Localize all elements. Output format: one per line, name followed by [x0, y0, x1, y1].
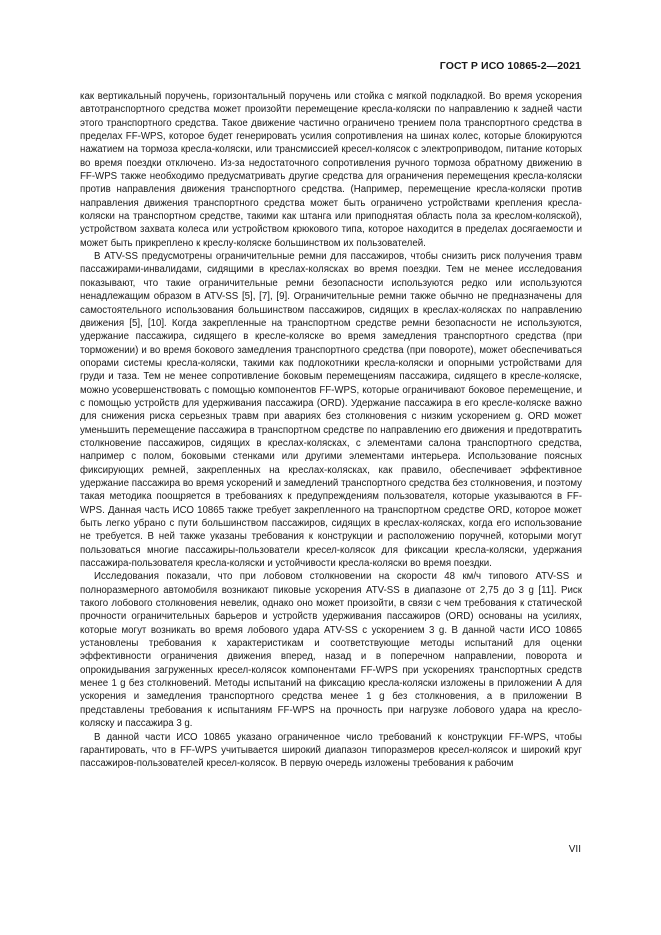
standard-id-header: ГОСТ Р ИСО 10865-2—2021 — [439, 60, 581, 72]
body-text — [80, 90, 582, 771]
paragraph-4: В данной части ИСО 10865 указано ограниченное число требований к конструкции FF-WPS, чтобы гарантировать, что в FF-WPS учитывается широкий диапазон типоразмеров кресел-колясок и широкий круг пассажиров-пользователей кресел-колясок. В первую очередь изложены требования к рабочим — [80, 731, 582, 770]
page-number: VII — [568, 844, 581, 855]
paragraph-1: как вертикальный поручень, горизонтальный поручень или стойка с мягкой подкладкой. Во время ускорения автотранспортного средства может произойти перемещение кресла-коляски по направлению к задней части этого транспортного средства. Такое движение частично ограничено трением пола транспортного средства в пределах FF-WPS, которое будет генерировать усилия сопротивления на шинах колес, которые блокируются нажатием на тормоза кресла-коляски, или трансмиссией кресел-колясок с электроприводом, питание которых во время поездки отключено. Из-за недостаточного сопротивления ручного тормоза обратному движению в FF-WPS также необходимо предусматривать другие средства для ограничения перемещения кресла-коляски против направления движения транспортного средства. (Например, перемещение кресла-коляски против направления движения транспортного средства может быть ограничено устройствами крепления кресла-коляски на транспортном средстве, такими как штанга или приподнятая область пола за креслом-коляской), устройством захвата колеса или устройством крюкового типа, которое находится в пределах досягаемости и может быть прикреплено к креслу-коляске большинством их пользователей. — [80, 91, 582, 249]
paragraph-2: В ATV-SS предусмотрены ограничительные ремни для пассажиров, чтобы снизить риск получения травм пассажирами-инвалидами, сидящими в креслах-колясках во время поездки. Тем не менее исследования показывают, что такие ограничительные ремни безопасности используются редко или используются ненадлежащим образом в ATV-SS [5], [7], [9]. Ограничительные ремни также обычно не предназначены для самостоятельного использования большинством пассажиров, сидящих в креслах-колясках по направлению движения [5], [10]. Когда закрепленные на транспортном средстве ремни безопасности не используются, удержание пассажира, сидящего в кресле-коляске во время замедления транспортного средства (при торможении) и во время бокового замедления транспортного средства (при повороте), может обеспечиваться опорами системы кресла-коляски, такими как подлокотники кресла-коляски и опорными устройствами для груди и таза. Тем не менее сопротивление боковым перемещениям пассажира, сидящего в кресле-коляске, можно усовершенствовать с помощью компонентов FF-WPS, которые ограничивают боковое перемещение, и с помощью устройств для удерживания пассажира (ORD). Удержание пассажира в его кресле-коляске важно для снижения риска серьезных травм при авариях без столкновения с низким ускорением g. ORD может уменьшить перемещение пассажира в транспортном средстве по направлению его движения и предотвратить столкновение пассажиров, сидящих в креслах-колясках, с элементами салона транспортного средства, например с полом, боковыми стенками или другими элементами интерьера. Использование поясных фиксирующих ремней, закрепленных на креслах-колясках, как правило, обеспечивает эффективное удержание пассажира во время ускорений и замедлений транспортного средства без столкновения, и поэтому такая методика поощряется в требованиях к предупреждениям пользователя, которые указываются в FF-WPS. Данная часть ИСО 10865 также требует закрепленного на транспортном средстве ORD, которое может быть легко убрано с пути большинством пассажиров, сидящих в креслах-колясках, когда его использование не требуется. В ней также указаны требования к конструкции и расположению поручней, которыми могут пользоваться многие пассажиры-пользователи кресел-колясок для фиксации кресла-коляски, удержания пассажира-пользователя кресла-коляски и устойчивости кресла-коляски во время поездки. — [80, 251, 582, 570]
paragraph-3: Исследования показали, что при лобовом столкновении на скорости 48 км/ч типового ATV-SS и полноразмерного автомобиля возникают пиковые ускорения ATV-SS в диапазоне от 2,75 до 3 g [11]. Риск такого лобового столкновения невелик, однако оно может произойти, в связи с чем требования к статической прочности ограничительных барьеров и устройств удерживания пассажиров (ORD) основаны на усилиях, которые могут возникать во время лобового удара ATV-SS с ускорением 3 g. В данной части ИСО 10865 установлены требования к характеристикам и соответствующие методы испытаний для оценки эффективности ограничения движения вперед, назад и в поперечном направлении, поворота и опрокидывания загруженных кресел-колясок компонентами FF-WPS при ускорениях транспортных средств менее 1 g без столкновений. Методы испытаний на фиксацию кресла-коляски изложены в приложении А для ускорения и замедления транспортного средства менее 1 g без столкновения, а в приложении В представлены требования к испытаниям FF-WPS на прочность при нагрузке лобового удара на кресло-коляску и пассажира 3 g. — [80, 571, 582, 730]
